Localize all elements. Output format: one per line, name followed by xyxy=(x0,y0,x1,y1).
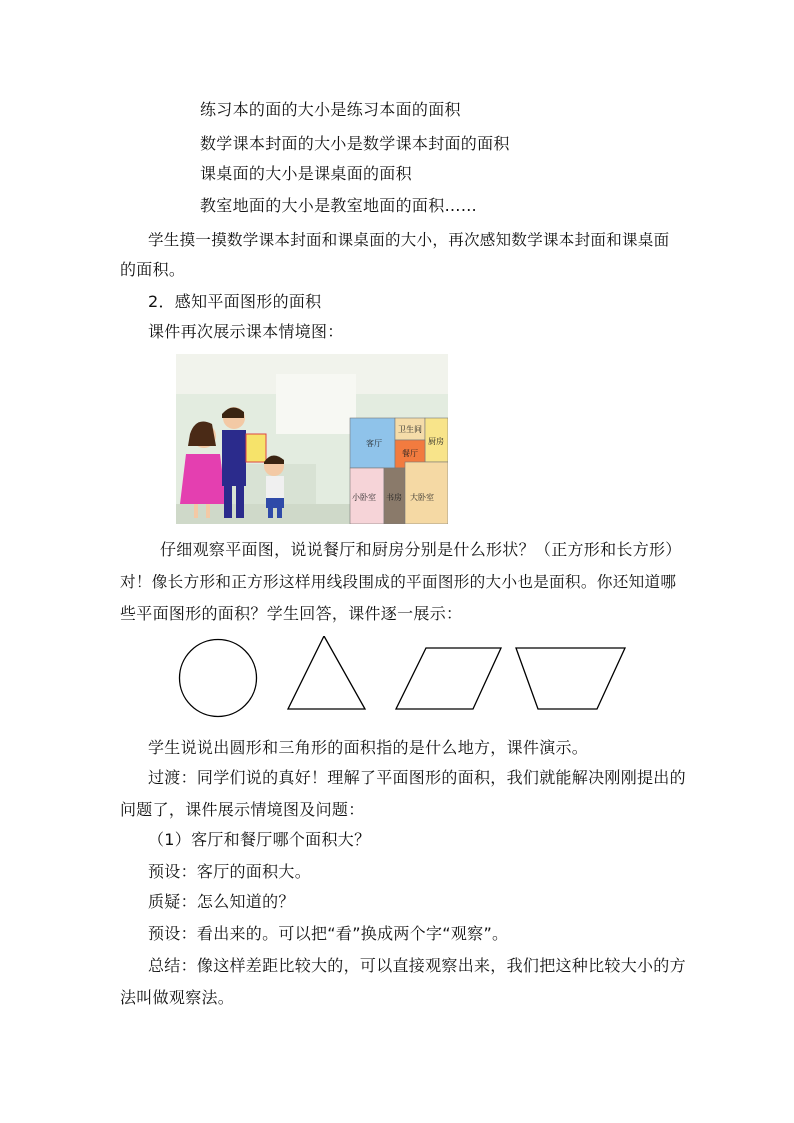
question-1: （1）客厅和餐厅哪个面积大？ xyxy=(148,830,371,849)
triangle-shape xyxy=(288,636,365,709)
text-line-13: 过渡：同学们说的真好！理解了平面图形的面积，我们就能解决刚刚提出的 xyxy=(148,768,686,787)
text-line-12: 学生说说出圆形和三角形的面积指的是什么地方，课件演示。 xyxy=(148,738,589,757)
room-label-dining: 餐厅 xyxy=(402,449,418,458)
text-line-9: 仔细观察平面图，说说餐厅和厨房分别是什么形状？（正方形和长方形） xyxy=(160,540,682,559)
room-label-master-bedroom: 大卧室 xyxy=(410,493,434,502)
illustration-svg xyxy=(176,354,448,524)
text-line-18: 预设：看出来的。可以把“看”换成两个字“观察”。 xyxy=(148,924,509,943)
text-line-5: 学生摸一摸数学课本封面和课桌面的大小，再次感知数学课本封面和课桌面 xyxy=(148,231,670,249)
room-label-bathroom: 卫生间 xyxy=(398,425,422,434)
room-label-kitchen: 厨房 xyxy=(428,437,444,446)
text-line-14: 问题了，课件展示情境图及问题： xyxy=(120,800,365,819)
text-line-3: 课桌面的大小是课桌面的面积 xyxy=(200,164,412,183)
text-line-2: 数学课本封面的大小是数学课本封面的面积 xyxy=(200,134,510,153)
text-line-8: 课件再次展示课本情境图： xyxy=(148,322,344,341)
text-line-6: 的面积。 xyxy=(120,260,186,279)
room-label-study: 书房 xyxy=(386,493,402,502)
text-line-1: 练习本的面的大小是练习本面的面积 xyxy=(200,100,461,119)
parallelogram-shape xyxy=(396,648,501,709)
text-line-17: 质疑：怎么知道的？ xyxy=(148,892,295,911)
text-line-16: 预设：客厅的面积大。 xyxy=(148,862,312,881)
trapezoid-shape xyxy=(516,648,625,709)
circle-shape xyxy=(180,640,257,717)
floor-plan xyxy=(350,418,448,524)
plane-shapes xyxy=(170,636,630,724)
room-label-small-bedroom: 小卧室 xyxy=(352,493,376,502)
section-heading: 2．感知平面图形的面积 xyxy=(148,292,322,311)
situation-illustration xyxy=(176,354,448,524)
text-line-20: 法叫做观察法。 xyxy=(120,988,235,1007)
text-line-4: 教室地面的大小是教室地面的面积…… xyxy=(200,196,478,215)
room-label-living: 客厅 xyxy=(366,439,382,448)
text-line-10: 对！像长方形和正方形这样用线段围成的平面图形的大小也是面积。你还知道哪 xyxy=(120,573,677,591)
text-line-11: 些平面图形的面积？学生回答，课件逐一展示： xyxy=(120,604,463,623)
text-line-19: 总结：像这样差距比较大的，可以直接观察出来，我们把这种比较大小的方 xyxy=(148,956,686,975)
